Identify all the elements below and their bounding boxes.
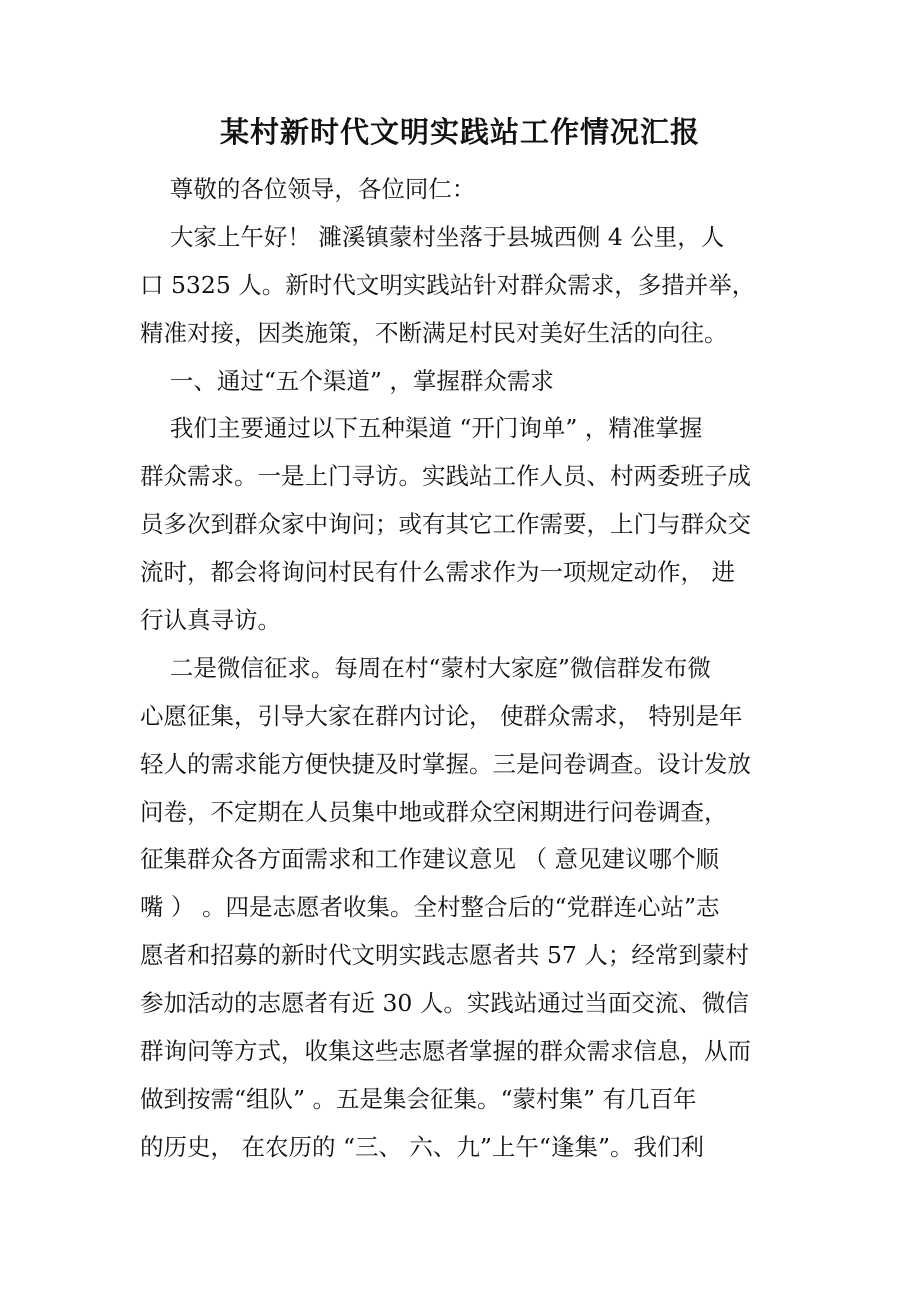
document-body bbox=[140, 166, 785, 1172]
body-line: 大家上午好！ 濉溪镇蒙村坐落于县城西侧 4 公里，人 bbox=[140, 222, 725, 251]
body-line: 我们主要通过以下五种渠道 “开门询单” ，精准掌握 bbox=[140, 414, 703, 443]
body-line: 愿者和招募的新时代文明实践志愿者共 57 人；经常到蒙村 bbox=[140, 941, 749, 970]
body-line: 征集群众各方面需求和工作建议意见 （ 意见建议哪个顺 bbox=[140, 845, 719, 874]
body-line: 参加活动的志愿者有近 30 人。实践站通过当面交流、微信 bbox=[140, 989, 749, 1018]
body-line: 员多次到群众家中询问；或有其它工作需要，上门与群众交 bbox=[140, 510, 751, 539]
body-line: 群众需求。一是上门寻访。实践站工作人员、村两委班子成 bbox=[140, 462, 751, 491]
body-line: 心愿征集，引导大家在群内讨论， 使群众需求， 特别是年 bbox=[140, 701, 743, 730]
document-title: 某村新时代文明实践站工作情况汇报 bbox=[219, 115, 700, 149]
body-line: 精准对接，因类施策，不断满足村民对美好生活的向往。 bbox=[140, 318, 728, 347]
body-line: 行认真寻访。 bbox=[140, 606, 281, 635]
body-line: 群询问等方式，收集这些志愿者掌握的群众需求信息，从而 bbox=[140, 1037, 751, 1066]
body-line: 轻人的需求能方便快捷及时掌握。三是问卷调查。设计发放 bbox=[140, 749, 751, 778]
body-line: 嘴 ） 。四是志愿者收集。全村整合后的“党群连心站”志 bbox=[140, 893, 720, 922]
body-line: 口 5325 人。新时代文明实践站针对群众需求，多措并举， bbox=[140, 270, 756, 299]
body-line: 二是微信征求。每周在村“蒙村大家庭”微信群发布微 bbox=[140, 653, 711, 682]
body-line: 一、通过“五个渠道” ，掌握群众需求 bbox=[140, 366, 554, 395]
body-line: 流时，都会将询问村民有什么需求作为一项规定动作， 进 bbox=[140, 558, 735, 587]
body-line: 问卷，不定期在人员集中地或群众空闲期进行问卷调查， bbox=[140, 797, 728, 826]
body-line: 的历史， 在农历的 “三、 六、九”上午“逢集”。我们利 bbox=[140, 1132, 704, 1161]
body-line: 做到按需“组队” 。五是集会征集。“蒙村集” 有几百年 bbox=[140, 1084, 697, 1113]
body-line: 尊敬的各位领导，各位同仁： bbox=[140, 175, 476, 203]
